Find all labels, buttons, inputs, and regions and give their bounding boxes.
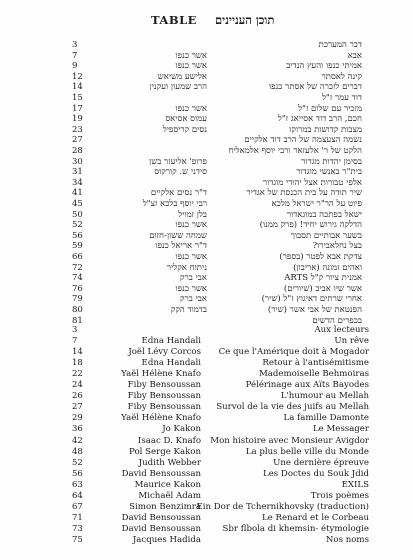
page-number: 64 [72, 490, 83, 501]
entry-title: Le Messager [312, 424, 369, 435]
author-name: אלישע משיאש [157, 71, 207, 82]
author-name: סידני ש. קורקוס [154, 167, 207, 178]
page-number: 27 [72, 402, 83, 413]
author-name: Isaac D. Knafo [137, 435, 201, 446]
entry-title: הלקט של ר' אלעזאר ורבי יוסף אלמאליח [228, 146, 362, 156]
entry-title: Le Renard et le Corbeau [261, 512, 369, 523]
page-number: 45 [72, 199, 83, 209]
author-name: שמחה ששון-חזום [149, 230, 207, 241]
french-toc-row [0, 502, 413, 513]
page-number: 17 [72, 103, 83, 114]
entry-title: Ce que l'Amérique doit à Mogador [218, 347, 369, 358]
hebrew-toc-row [0, 167, 413, 178]
entry-title: פיוט על הר"ר ישראל מלכא [271, 199, 362, 209]
entry-title: בסימן יהדות מגדור [301, 156, 362, 167]
page-number: 14 [72, 347, 83, 358]
author-name: עמוס אסיאס [165, 114, 207, 125]
hebrew-toc-row [0, 125, 413, 136]
page-number: 3 [72, 40, 78, 50]
author-name: Yaël Hélène Knafo [121, 369, 201, 380]
page-number: 67 [72, 501, 83, 512]
hebrew-toc-row [0, 252, 413, 263]
entry-title: Retour à l'antisémitisme [262, 358, 369, 369]
french-toc-row [0, 369, 413, 380]
entry-title: חכם, הרב דוד אסייאג ז"ל [277, 114, 362, 125]
page-number: 73 [72, 523, 83, 534]
entry-title: שיר תודה על בית הכנסת של אגדיר [246, 188, 362, 199]
page-number: 31 [72, 167, 83, 178]
author-name: David Bensoussan [121, 512, 201, 523]
entry-title: Un rêve [334, 336, 369, 347]
hebrew-toc-row [0, 263, 413, 274]
page-number: 48 [72, 446, 83, 457]
french-toc-row [0, 325, 413, 336]
hebrew-toc-row [0, 199, 413, 210]
entry-title: Trois poèmes [310, 490, 369, 501]
page-number: 80 [72, 305, 83, 315]
hebrew-toc-row [0, 294, 413, 305]
author-name: Fiby Bensoussan [127, 380, 201, 391]
author-name: Jo Kakon [162, 424, 201, 435]
french-toc-row [0, 513, 413, 524]
entry-title: אבא [347, 50, 362, 61]
entry-title: Mademoiselle Behmoiras [258, 369, 369, 380]
entry-title: Une dernière épreuve [273, 457, 369, 468]
author-name: Pol Serge Kakon [129, 446, 201, 457]
author-name: Judith Webber [138, 457, 201, 468]
entry-title: Les Doctes du Souk Jdid [263, 468, 369, 479]
page-number: 12 [72, 71, 83, 82]
author-name: Jacques Hadida [132, 534, 201, 545]
french-toc-row [0, 524, 413, 535]
page-number: 7 [72, 336, 78, 347]
hebrew-toc-row [0, 231, 413, 242]
page-number: 56 [72, 230, 83, 241]
entry-title: ישאל בפתכה במוגאדור [286, 209, 362, 220]
hebrew-toc-row [0, 93, 413, 104]
entry-title: דוד עמר ז"ל [321, 93, 362, 103]
entry-title: אחרי שרתים דאיגוץ ז"ל (שיר) [261, 294, 362, 305]
entry-title: Aux lecteurs [314, 325, 369, 335]
hebrew-toc-row [0, 104, 413, 115]
author-name: ניתוח אקליר [166, 262, 207, 273]
hebrew-toc-row [0, 61, 413, 72]
page-number: 9 [72, 61, 78, 72]
french-toc-row [0, 380, 413, 391]
page-number: 52 [72, 220, 83, 231]
author-name: Edna Handali [141, 358, 201, 369]
author-name: Maurice Kakon [134, 479, 201, 490]
hebrew-toc-row [0, 157, 413, 168]
page-number: 22 [72, 369, 83, 380]
entry-title: בשער אבותיים תסבוך [290, 230, 362, 241]
entry-title: הדלקה גירוש יחיד! (פרק ממנו) [259, 220, 362, 231]
hebrew-toc-row [0, 51, 413, 62]
french-toc-row [0, 436, 413, 447]
entry-title: Ein Dor de Tchernikhovsky (traduction) [196, 501, 369, 512]
entry-title: Mon histoire avec Monsieur Avigdor [210, 435, 369, 446]
entry-title: La plus belle ville du Monde [245, 446, 369, 457]
french-toc-row [0, 413, 413, 424]
hebrew-toc-row [0, 146, 413, 157]
entry-title: צדקת אבא לפטר (בספר) [279, 252, 362, 262]
page-number: 27 [72, 135, 83, 146]
french-toc-row [0, 336, 413, 347]
author-name: אבי ברק [180, 294, 207, 305]
page-number: 76 [72, 283, 83, 294]
page-number: 66 [72, 252, 83, 262]
entry-title: Sbr flbola di khemsin- étymologie [222, 523, 369, 534]
french-toc-row [0, 447, 413, 458]
hebrew-toc-row [0, 72, 413, 83]
author-name: Yaël Hélène Knafo [121, 413, 201, 424]
author-name: אשר כנפו [175, 220, 207, 231]
french-toc-row [0, 391, 413, 402]
entry-title: נשמה הצעצמה של הרב דוד אלקיים [244, 135, 362, 146]
page-number: 36 [72, 424, 83, 435]
hebrew-toc-row [0, 114, 413, 125]
entry-title: בצל נחלאבירו? [312, 241, 362, 252]
author-name: בדמוד הקק [170, 305, 207, 315]
hebrew-toc-row [0, 82, 413, 93]
hebrew-toc-row [0, 241, 413, 252]
french-toc-row [0, 424, 413, 435]
french-toc-row [0, 535, 413, 546]
french-toc-row [0, 491, 413, 502]
author-name: הרב שמעון ועקנין [149, 82, 207, 93]
page-number: 75 [72, 534, 83, 545]
hebrew-toc-row [0, 305, 413, 316]
page-number: 50 [72, 209, 83, 220]
author-name: אשר כנפו [175, 61, 207, 72]
entry-title: Pélérinage aux Aïts Bayodes [245, 380, 369, 391]
hebrew-toc-row [0, 210, 413, 221]
entry-title: Nos noms [325, 534, 369, 545]
hebrew-toc-row [0, 273, 413, 284]
page-number: 41 [72, 188, 83, 199]
page-number: 24 [72, 380, 83, 391]
entry-title: Survol de la vie des juifs au Mellah [216, 402, 369, 413]
hebrew-toc-row [0, 40, 413, 51]
page-number: 3 [72, 325, 78, 335]
page-number: 79 [72, 294, 83, 305]
entry-title: דברים לזכרה של אסתר כנפו [268, 82, 362, 93]
french-toc-row [0, 469, 413, 480]
entry-title: L'humour au Mellah [280, 391, 369, 402]
page-number: 52 [72, 457, 83, 468]
entry-title: מזכיר עם שלום ז"ל [298, 103, 362, 114]
author-name: Fiby Bensoussan [127, 391, 201, 402]
author-name: David Bensoussan [121, 523, 201, 534]
author-name: Michaël Adam [138, 490, 201, 501]
entry-title: EXILS [341, 479, 369, 490]
author-name: ד"ר נסים אלקיים [150, 188, 207, 199]
french-toc-row [0, 480, 413, 491]
page-number: 7 [72, 50, 78, 61]
entry-title: אשר שיו אביב (שיורים) [283, 283, 362, 294]
entry-title: בכפרים הדשים [312, 315, 362, 326]
header-english-title: TABLE [151, 13, 197, 27]
entry-title: דבר המערכת [318, 40, 362, 50]
page-number: 19 [72, 114, 83, 125]
page-number: 81 [72, 315, 83, 326]
author-name: Joël Lévy Corcos [128, 347, 201, 358]
author-name: Simon Benzimra [129, 501, 201, 512]
page-number: 59 [72, 241, 83, 252]
entry-title: הפנטאת של אבי אשר (שיר) [267, 305, 362, 315]
page-number: 56 [72, 468, 83, 479]
author-name: David Bensoussan [121, 468, 201, 479]
page-number: 29 [72, 413, 83, 424]
page-number: 14 [72, 82, 83, 93]
author-name: Fiby Bensoussan [127, 402, 201, 413]
author-name: אשר כנפו [175, 103, 207, 114]
page-number: 72 [72, 262, 83, 273]
french-toc-row [0, 458, 413, 469]
author-name: נסים קריספיל [162, 124, 207, 135]
entry-title: ואהים זמונה (אריבון) [293, 262, 362, 273]
page-number: 71 [72, 512, 83, 523]
page-number: 15 [72, 93, 83, 103]
entry-title: מצבות קדושות במרוקו [289, 124, 362, 135]
french-toc-row [0, 358, 413, 369]
page-number: 34 [72, 177, 83, 188]
page-number: 23 [72, 124, 83, 135]
entry-title: בית"ר באנשי מוגדור [296, 167, 362, 178]
author-name: אבי ברק [180, 273, 207, 284]
entry-title: אלפי טבורות אצל יהודי מוגדור [262, 177, 362, 188]
hebrew-toc-row [0, 135, 413, 146]
author-name: ד"ר אריאל כנפו [155, 241, 207, 252]
page-number: 26 [72, 391, 83, 402]
header-hebrew-title: תוכן העניינים [215, 13, 275, 27]
author-name: בלן זמויל [178, 209, 207, 220]
page-number: 18 [72, 358, 83, 369]
entry-title: קינה לאסתר [321, 71, 362, 82]
french-toc-row [0, 402, 413, 413]
entry-title: אמנית ציור ק"ל ARTS [284, 273, 362, 284]
hebrew-toc-row [0, 220, 413, 231]
page-number: 28 [72, 146, 83, 156]
author-name: אשר כנפו [175, 283, 207, 294]
author-name: אשר כנפו [175, 252, 207, 262]
page-number: 30 [72, 156, 83, 167]
author-name: Edna Handali [141, 336, 201, 347]
page-number: 42 [72, 435, 83, 446]
page-number: 74 [72, 273, 83, 284]
french-toc-row [0, 347, 413, 358]
author-name: פרופ' אליעזר בשן [149, 156, 207, 167]
author-name: אשר כנפו [175, 50, 207, 61]
entry-title: אמיתי כנפו והעץ הנדיב [286, 61, 362, 72]
page-number: 63 [72, 479, 83, 490]
toc-header [0, 13, 413, 31]
hebrew-toc-row [0, 178, 413, 189]
entry-title: La famille Damonte [283, 413, 369, 424]
hebrew-toc-row [0, 188, 413, 199]
author-name: רבי יוסף בלכא זצ"ל [142, 199, 207, 209]
